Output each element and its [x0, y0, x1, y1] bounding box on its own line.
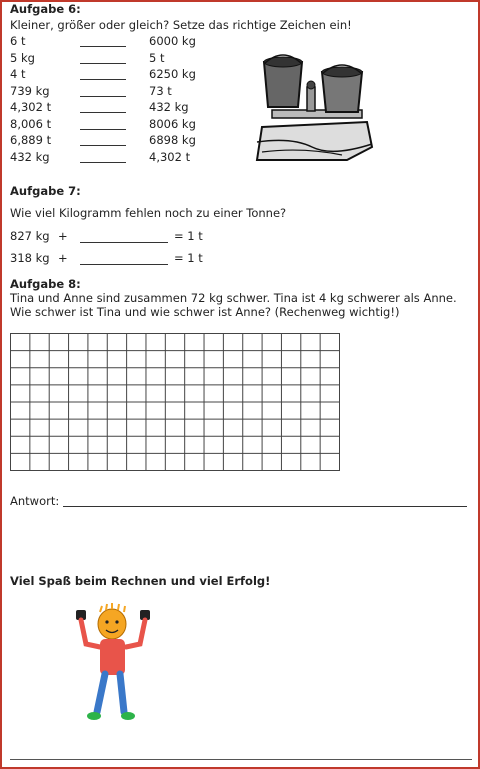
task7-row-2-start: 318 kg	[10, 251, 50, 265]
task6-row-6-answer-line[interactable]	[80, 129, 126, 130]
task6-row-1-left: 6 t	[10, 34, 26, 48]
task6-row-1-answer-line[interactable]	[80, 46, 126, 47]
bottom-rule	[10, 759, 472, 760]
calculation-grid[interactable]	[10, 333, 340, 471]
task6-row-7-right: 6898 kg	[149, 133, 196, 147]
balance-scale-illustration	[252, 52, 377, 167]
task6-row-8-right: 4,302 t	[149, 149, 191, 164]
task6-row-7-answer-line[interactable]	[80, 145, 126, 146]
task7-row-2-op: +	[58, 251, 68, 265]
task6-row-6-right: 8006 kg	[149, 116, 196, 131]
task6-instruction: Kleiner, größer oder gleich? Setze das richtige Zeichen ein!	[10, 18, 352, 32]
task6-row-3-left: 4 t	[10, 67, 26, 81]
task6-title: Aufgabe 6:	[10, 2, 81, 16]
answer-line[interactable]	[63, 506, 467, 507]
task8-line-1: Tina und Anne sind zusammen 72 kg schwer. Tina ist 4 kg schwerer als Anne.	[10, 291, 457, 305]
task6-row-4-left: 739 kg	[10, 83, 50, 98]
task7-row-1-answer-line[interactable]	[80, 242, 168, 243]
kid-with-dumbbells-illustration	[72, 602, 162, 724]
task7-row-1-start: 827 kg	[10, 229, 50, 243]
task6-row-2-left: 5 kg	[10, 50, 35, 65]
task6-row-5-left: 4,302 t	[10, 100, 52, 114]
task7-row-1-op: +	[58, 229, 68, 243]
task6-row-2-right: 5 t	[149, 50, 165, 65]
task6-row-5-answer-line[interactable]	[80, 112, 126, 113]
grid-lines	[10, 333, 340, 471]
task6-row-4-answer-line[interactable]	[80, 96, 126, 97]
task6-row-3-right: 6250 kg	[149, 67, 196, 81]
task6-row-2-answer-line[interactable]	[80, 63, 126, 64]
task8-line-2: Wie schwer ist Tina und wie schwer ist Anne? (Rechenweg wichtig!)	[10, 305, 400, 319]
task7-row-2-answer-line[interactable]	[80, 264, 168, 265]
task6-row-6-left: 8,006 t	[10, 116, 52, 131]
task7-title: Aufgabe 7:	[10, 184, 81, 198]
task8-title: Aufgabe 8:	[10, 277, 81, 291]
task6-row-4-right: 73 t	[149, 83, 172, 98]
task6-row-1-right: 6000 kg	[149, 34, 196, 48]
task7-row-1-result: = 1 t	[174, 229, 203, 243]
closing-message: Viel Spaß beim Rechnen und viel Erfolg!	[10, 574, 271, 588]
task6-row-8-answer-line[interactable]	[80, 162, 126, 163]
task6-row-7-left: 6,889 t	[10, 133, 52, 147]
task6-row-5-right: 432 kg	[149, 100, 189, 114]
task6-row-8-left: 432 kg	[10, 149, 50, 164]
task6-row-3-answer-line[interactable]	[80, 79, 126, 80]
task7-instruction: Wie viel Kilogramm fehlen noch zu einer Tonne?	[10, 206, 287, 220]
task7-row-2-result: = 1 t	[174, 251, 203, 265]
answer-label: Antwort:	[10, 494, 60, 508]
